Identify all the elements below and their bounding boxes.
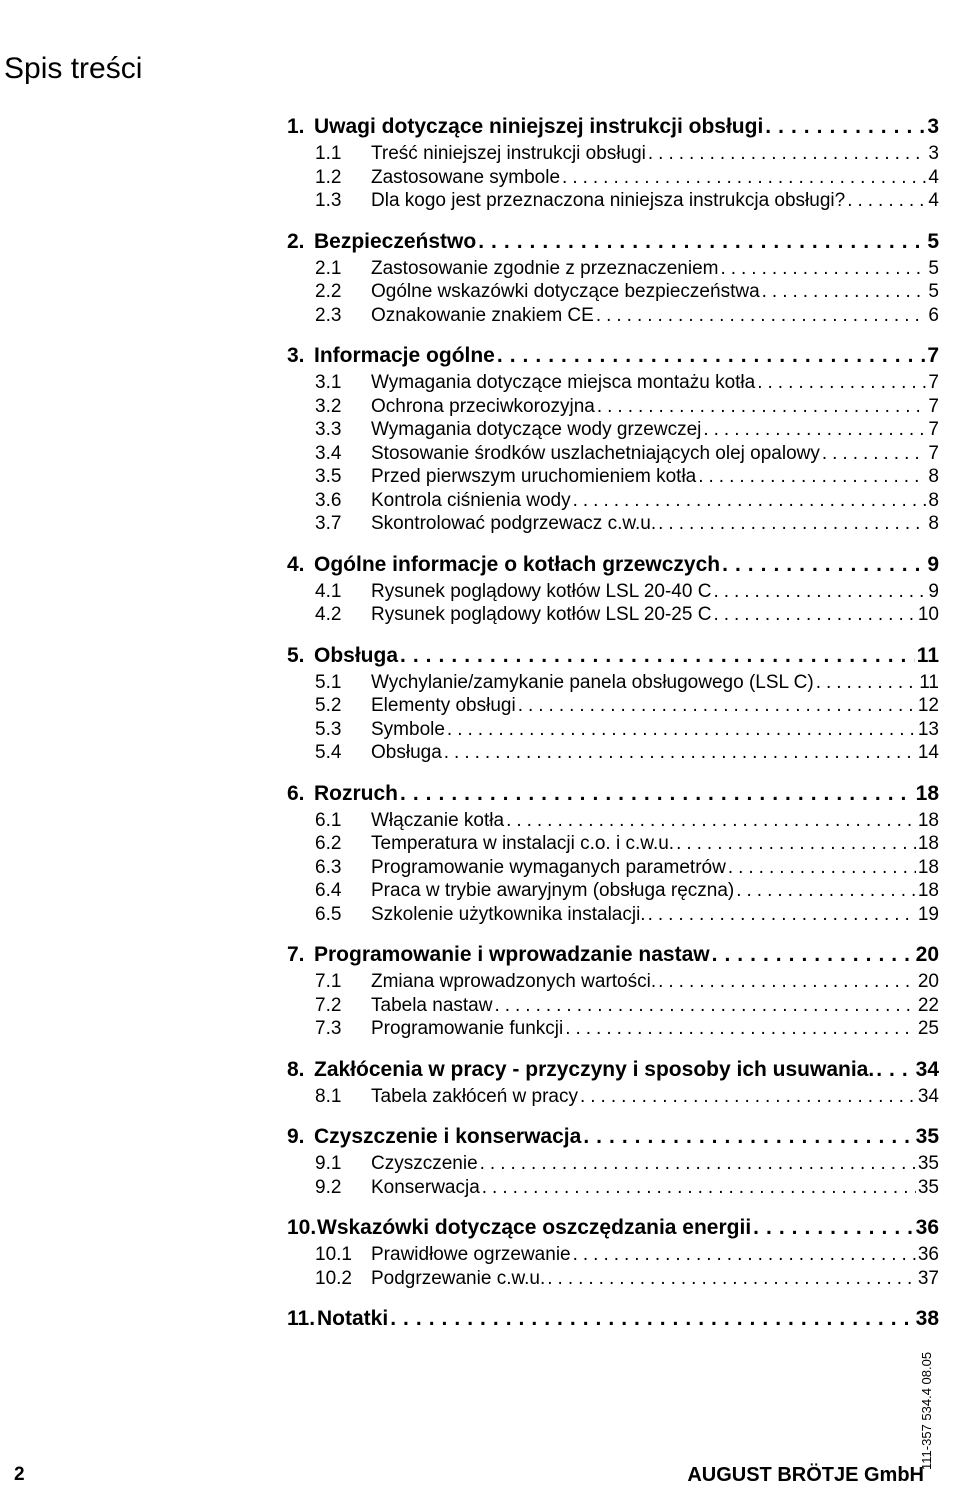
subsection-title: Wychylanie/zamykanie panela obsługowego (LSL C) xyxy=(371,671,814,693)
subsection-page: 14 xyxy=(917,742,939,763)
subsection-page: 18 xyxy=(917,809,939,831)
dot-leader xyxy=(722,550,925,580)
subsection-page: 9 xyxy=(928,580,939,602)
dot-leader xyxy=(400,641,915,671)
chapter-title: Notatki xyxy=(317,1307,389,1330)
subsection-page: 19 xyxy=(917,903,939,925)
chapter-title: Uwagi dotyczące niniejszej instrukcji obsługi xyxy=(314,115,764,138)
subsection-page: 36 xyxy=(917,1244,939,1265)
subsection-title: Obsługa xyxy=(371,742,442,763)
chapter-page: 11 xyxy=(916,643,939,667)
subsection-title: Prawidłowe ogrzewanie xyxy=(371,1244,571,1265)
subsection-number: 1.2 xyxy=(315,166,342,188)
toc-subsection-entry[interactable] xyxy=(287,304,939,328)
toc-subsection-entry[interactable] xyxy=(287,418,939,442)
subsection-title: Temperatura w instalacji c.o. i c.w.u. xyxy=(371,833,675,854)
toc-section xyxy=(287,1055,939,1109)
dot-leader xyxy=(444,741,916,765)
toc-subsection-entry[interactable] xyxy=(287,1176,939,1200)
toc-chapter-entry[interactable] xyxy=(287,641,939,671)
dot-leader xyxy=(676,832,916,856)
chapter-title: Wskazówki dotyczące oszczędzania energii xyxy=(317,1216,752,1239)
subsection-title: Tabela nastaw xyxy=(371,994,493,1016)
dot-leader xyxy=(480,1152,916,1176)
table-of-contents xyxy=(287,112,939,1348)
chapter-title: Bezpieczeństwo xyxy=(314,229,477,253)
dot-leader xyxy=(648,903,916,927)
toc-subsection-entry[interactable] xyxy=(287,442,939,466)
chapter-number: 5. xyxy=(287,643,305,667)
subsection-page: 7 xyxy=(928,372,939,393)
subsection-number: 6.1 xyxy=(315,809,342,831)
toc-chapter-entry[interactable] xyxy=(287,1304,939,1334)
chapter-page: 7 xyxy=(927,344,939,367)
chapter-title: Czyszczenie i konserwacja xyxy=(314,1125,582,1148)
subsection-page: 18 xyxy=(917,880,939,901)
dot-leader xyxy=(573,489,927,513)
subsection-page: 4 xyxy=(928,190,939,211)
subsection-number: 3.5 xyxy=(315,466,342,487)
toc-subsection-entry[interactable] xyxy=(287,395,939,419)
chapter-page: 9 xyxy=(927,552,939,576)
dot-leader xyxy=(580,1085,916,1109)
subsection-page: 37 xyxy=(917,1267,939,1289)
subsection-number: 3.4 xyxy=(315,442,342,464)
dot-leader xyxy=(728,856,916,880)
toc-section xyxy=(287,112,939,213)
subsection-page: 35 xyxy=(917,1176,939,1198)
toc-section xyxy=(287,341,939,536)
dot-leader xyxy=(506,809,916,833)
subsection-page: 7 xyxy=(928,395,939,417)
toc-subsection-entry[interactable] xyxy=(287,903,939,927)
subsection-title: Stosowanie środków uszlachetniających olej opalowy xyxy=(371,442,820,464)
toc-chapter-entry[interactable] xyxy=(287,779,939,809)
toc-subsection-entry[interactable] xyxy=(287,1152,939,1176)
toc-subsection-entry[interactable] xyxy=(287,1017,939,1041)
subsection-number: 4.2 xyxy=(315,604,342,625)
subsection-title: Ogólne wskazówki dotyczące bezpieczeństwa xyxy=(371,281,760,302)
subsection-title: Wymagania dotyczące wody grzewczej xyxy=(371,419,702,440)
chapter-title: Zakłócenia w pracy - przyczyny i sposoby ich usuwania. xyxy=(314,1057,875,1081)
dot-leader xyxy=(720,257,926,281)
page-title: Spis treści xyxy=(4,52,143,85)
toc-chapter-entry[interactable] xyxy=(287,227,939,257)
subsection-number: 6.3 xyxy=(315,856,342,878)
dot-leader xyxy=(478,227,925,257)
subsection-number: 3.7 xyxy=(315,513,342,534)
dot-leader xyxy=(547,1267,916,1291)
subsection-number: 3.3 xyxy=(315,419,342,440)
subsection-title: Przed pierwszym uruchomieniem kotła xyxy=(371,466,697,487)
subsection-page: 10 xyxy=(917,604,939,625)
subsection-page: 11 xyxy=(919,671,939,693)
toc-chapter-entry[interactable] xyxy=(287,341,939,371)
toc-subsection-entry[interactable] xyxy=(287,512,939,536)
subsection-title: Podgrzewanie c.w.u. xyxy=(371,1267,546,1289)
document-code: 111-357 534.4 08.05 xyxy=(919,1351,934,1470)
dot-leader xyxy=(713,580,926,604)
subsection-title: Symbole xyxy=(371,718,445,740)
toc-subsection-entry[interactable] xyxy=(287,694,939,718)
dot-leader xyxy=(400,779,914,809)
toc-subsection-entry[interactable] xyxy=(287,1085,939,1109)
chapter-title: Ogólne informacje o kotłach grzewczych xyxy=(314,552,721,576)
subsection-title: Skontrolować podgrzewacz c.w.u. xyxy=(371,513,657,534)
subsection-title: Czyszczenie xyxy=(371,1153,478,1174)
subsection-page: 5 xyxy=(928,281,939,302)
dot-leader xyxy=(816,671,918,695)
toc-subsection-entry[interactable] xyxy=(287,371,939,395)
chapter-number: 3. xyxy=(287,344,305,367)
toc-chapter-entry[interactable] xyxy=(287,550,939,580)
subsection-title: Zastosowane symbole xyxy=(371,166,561,188)
chapter-page: 38 xyxy=(915,1307,939,1330)
subsection-page: 25 xyxy=(917,1018,939,1039)
toc-section xyxy=(287,779,939,927)
document-code-container xyxy=(919,1320,956,1470)
toc-subsection-entry[interactable] xyxy=(287,580,939,604)
dot-leader xyxy=(698,465,926,489)
chapter-page: 20 xyxy=(915,943,939,966)
dot-leader xyxy=(494,994,915,1018)
toc-subsection-entry[interactable] xyxy=(287,741,939,765)
toc-subsection-entry[interactable] xyxy=(287,970,939,994)
subsection-number: 4.1 xyxy=(315,580,342,602)
subsection-number: 6.5 xyxy=(315,903,342,925)
toc-subsection-entry[interactable] xyxy=(287,280,939,304)
toc-subsection-entry[interactable] xyxy=(287,603,939,627)
subsection-number: 6.2 xyxy=(315,833,342,854)
dot-leader xyxy=(753,1213,913,1243)
subsection-page: 8 xyxy=(928,513,939,534)
footer-page-number: 2 xyxy=(14,1464,25,1485)
subsection-number: 2.1 xyxy=(315,257,342,279)
subsection-number: 1.1 xyxy=(315,143,342,164)
chapter-title: Programowanie i wprowadzanie nastaw xyxy=(314,943,710,966)
dot-leader xyxy=(757,371,926,395)
chapter-number: 6. xyxy=(287,781,305,805)
toc-section xyxy=(287,940,939,1041)
chapter-number: 10. xyxy=(287,1216,317,1239)
subsection-number: 9.2 xyxy=(315,1176,342,1198)
subsection-page: 35 xyxy=(917,1153,939,1174)
toc-subsection-entry[interactable] xyxy=(287,142,939,166)
toc-section xyxy=(287,1122,939,1199)
subsection-number: 9.1 xyxy=(315,1153,342,1174)
subsection-title: Treść niniejszej instrukcji obsługi xyxy=(371,143,646,164)
subsection-number: 8.1 xyxy=(315,1085,342,1107)
toc-section xyxy=(287,550,939,627)
toc-section xyxy=(287,641,939,765)
dot-leader xyxy=(565,1017,916,1041)
subsection-page: 22 xyxy=(917,994,939,1016)
subsection-title: Konserwacja xyxy=(371,1176,480,1198)
subsection-number: 2.2 xyxy=(315,281,342,302)
toc-chapter-entry[interactable] xyxy=(287,1122,939,1152)
toc-subsection-entry[interactable] xyxy=(287,1243,939,1267)
dot-leader xyxy=(390,1304,913,1334)
chapter-number: 2. xyxy=(287,229,305,253)
toc-chapter-entry[interactable] xyxy=(287,1213,939,1243)
subsection-number: 7.2 xyxy=(315,994,342,1016)
dot-leader xyxy=(583,1122,913,1152)
dot-leader xyxy=(762,280,927,304)
toc-subsection-entry[interactable] xyxy=(287,166,939,190)
subsection-page: 8 xyxy=(928,466,939,487)
subsection-page: 18 xyxy=(917,856,939,878)
subsection-title: Zmiana wprowadzonych wartości. xyxy=(371,971,657,992)
chapter-number: 9. xyxy=(287,1125,305,1148)
dot-leader xyxy=(573,1243,916,1267)
subsection-title: Programowanie funkcji xyxy=(371,1018,564,1039)
subsection-number: 10.1 xyxy=(315,1244,352,1265)
subsection-title: Szkolenie użytkownika instalacji. xyxy=(371,903,646,925)
footer-company: AUGUST BRÖTJE GmbH xyxy=(687,1464,924,1486)
dot-leader xyxy=(447,718,916,742)
subsection-title: Wymagania dotyczące miejsca montażu kotła xyxy=(371,372,756,393)
chapter-number: 7. xyxy=(287,943,305,966)
toc-chapter-entry[interactable] xyxy=(287,1055,939,1085)
subsection-number: 7.1 xyxy=(315,971,342,992)
chapter-page: 34 xyxy=(915,1057,939,1081)
subsection-number: 6.4 xyxy=(315,880,342,901)
toc-subsection-entry[interactable] xyxy=(287,809,939,833)
dot-leader xyxy=(658,512,926,536)
chapter-title: Rozruch xyxy=(314,781,398,805)
dot-leader xyxy=(736,879,916,903)
toc-section xyxy=(287,1213,939,1290)
subsection-number: 10.2 xyxy=(315,1267,352,1289)
chapter-title: Informacje ogólne xyxy=(314,344,495,367)
chapter-page: 5 xyxy=(927,229,939,253)
subsection-number: 7.3 xyxy=(315,1018,342,1039)
subsection-number: 5.1 xyxy=(315,671,342,693)
subsection-number: 5.2 xyxy=(315,695,342,716)
toc-subsection-entry[interactable] xyxy=(287,257,939,281)
subsection-title: Dla kogo jest przeznaczona niniejsza instrukcja obsługi? xyxy=(371,190,846,211)
toc-section xyxy=(287,227,939,328)
dot-leader xyxy=(703,418,926,442)
chapter-title: Obsługa xyxy=(314,643,399,667)
subsection-page: 20 xyxy=(917,971,939,992)
subsection-number: 5.4 xyxy=(315,742,342,763)
subsection-title: Rysunek poglądowy kotłów LSL 20-25 C xyxy=(371,604,712,625)
subsection-title: Elementy obsługi xyxy=(371,695,516,716)
toc-subsection-entry[interactable] xyxy=(287,856,939,880)
toc-subsection-entry[interactable] xyxy=(287,671,939,695)
subsection-number: 3.1 xyxy=(315,372,342,393)
toc-subsection-entry[interactable] xyxy=(287,994,939,1018)
chapter-page: 18 xyxy=(915,781,939,805)
subsection-number: 1.3 xyxy=(315,190,342,211)
subsection-title: Ochrona przeciwkorozyjna xyxy=(371,395,595,417)
chapter-number: 8. xyxy=(287,1057,305,1081)
dot-leader xyxy=(847,189,926,213)
subsection-page: 13 xyxy=(917,718,939,740)
toc-subsection-entry[interactable] xyxy=(287,1267,939,1291)
subsection-page: 7 xyxy=(928,442,939,464)
dot-leader xyxy=(876,1055,913,1085)
subsection-page: 12 xyxy=(917,695,939,716)
chapter-page: 35 xyxy=(915,1125,939,1148)
subsection-number: 3.2 xyxy=(315,395,342,417)
subsection-page: 5 xyxy=(928,257,939,279)
dot-leader xyxy=(518,694,916,718)
subsection-title: Praca w trybie awaryjnym (obsługa ręczna) xyxy=(371,880,735,901)
subsection-title: Tabela zakłóceń w pracy xyxy=(371,1085,578,1107)
toc-subsection-entry[interactable] xyxy=(287,832,939,856)
toc-subsection-entry[interactable] xyxy=(287,489,939,513)
dot-leader xyxy=(822,442,927,466)
subsection-page: 6 xyxy=(928,304,939,326)
subsection-page: 7 xyxy=(928,419,939,440)
subsection-title: Rysunek poglądowy kotłów LSL 20-40 C xyxy=(371,580,712,602)
dot-leader xyxy=(597,395,927,419)
chapter-number: 1. xyxy=(287,115,305,138)
toc-subsection-entry[interactable] xyxy=(287,879,939,903)
subsection-title: Programowanie wymaganych parametrów xyxy=(371,856,726,878)
dot-leader xyxy=(482,1176,916,1200)
toc-subsection-entry[interactable] xyxy=(287,189,939,213)
subsection-number: 3.6 xyxy=(315,489,342,511)
chapter-page: 36 xyxy=(915,1216,939,1239)
chapter-number: 11. xyxy=(287,1307,316,1330)
dot-leader xyxy=(562,166,926,190)
subsection-title: Zastosowanie zgodnie z przeznaczeniem xyxy=(371,257,719,279)
subsection-page: 18 xyxy=(917,833,939,854)
toc-subsection-entry[interactable] xyxy=(287,465,939,489)
subsection-page: 34 xyxy=(917,1085,939,1107)
dot-leader xyxy=(658,970,916,994)
subsection-number: 5.3 xyxy=(315,718,342,740)
toc-chapter-entry[interactable] xyxy=(287,112,939,142)
chapter-number: 4. xyxy=(287,552,305,576)
subsection-title: Włączanie kotła xyxy=(371,809,505,831)
toc-subsection-entry[interactable] xyxy=(287,718,939,742)
subsection-number: 2.3 xyxy=(315,304,342,326)
toc-chapter-entry[interactable] xyxy=(287,940,939,970)
subsection-title: Kontrola ciśnienia wody xyxy=(371,489,571,511)
dot-leader xyxy=(712,940,914,970)
dot-leader xyxy=(497,341,925,371)
dot-leader xyxy=(713,603,915,627)
subsection-page: 8 xyxy=(928,489,939,511)
chapter-page: 3 xyxy=(927,115,939,138)
toc-section xyxy=(287,1304,939,1334)
subsection-title: Oznakowanie znakiem CE xyxy=(371,304,594,326)
subsection-page: 3 xyxy=(928,143,939,164)
subsection-page: 4 xyxy=(928,166,939,188)
dot-leader xyxy=(596,304,927,328)
dot-leader xyxy=(648,142,927,166)
dot-leader xyxy=(765,112,925,142)
